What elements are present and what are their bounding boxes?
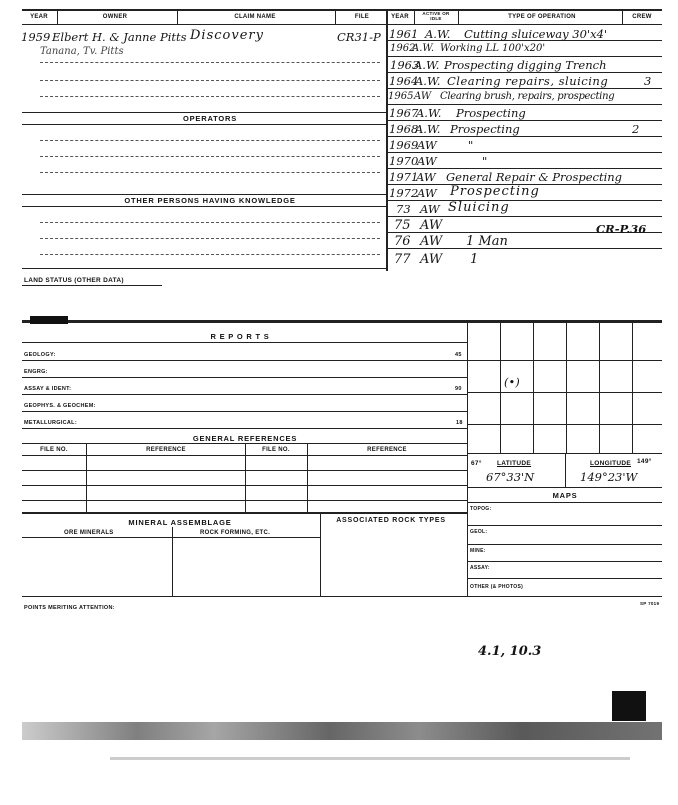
op-status: A.W. — [415, 74, 441, 88]
header-crew: CREW — [632, 14, 652, 20]
mineral-assemblage-title: MINERAL ASSEMBLAGE — [128, 518, 232, 527]
maps-row: MINE: — [470, 548, 486, 554]
report-row-label: GEOPHYS. & GEOCHEM: — [24, 403, 96, 409]
latitude-prefix: 67° — [471, 460, 482, 467]
maps-row: ASSAY: — [470, 565, 490, 571]
header-file: FILE — [354, 14, 370, 20]
claim-name: Discovery — [190, 28, 264, 43]
op-status: AW — [420, 202, 440, 216]
ref-header-file-no: FILE NO. — [40, 447, 68, 453]
report-row-number: 18 — [456, 420, 463, 426]
op-status: AW — [420, 218, 443, 233]
op-type: Prospecting digging Trench — [444, 58, 607, 72]
op-type: Working LL 100'x20' — [440, 43, 546, 54]
op-type: Prospecting — [450, 122, 520, 136]
scan-noise-band-2 — [110, 757, 630, 760]
op-type: Prospecting — [450, 184, 540, 199]
report-row-label: METALLURGICAL: — [24, 420, 77, 426]
other-persons-title: OTHER PERSONS HAVING KNOWLEDGE — [124, 196, 296, 205]
op-status: A.W. — [414, 58, 440, 72]
op-status: A.W. — [415, 122, 441, 136]
maps-row: TOPOG: — [470, 506, 492, 512]
op-type: 1 Man — [466, 234, 508, 249]
ref-header-reference-2: REFERENCE — [367, 447, 407, 453]
op-type: Sluicing — [448, 200, 510, 215]
claim-owner: Elbert H. & Janne Pitts — [52, 30, 187, 44]
op-status: AW — [414, 91, 432, 102]
op-status: A.W. — [416, 106, 442, 120]
op-year: 1969 — [389, 138, 419, 152]
op-status: AW — [417, 138, 437, 152]
maps-row: GEOL: — [470, 529, 488, 535]
op-crew: 2 — [632, 122, 640, 136]
header-year: YEAR — [30, 14, 48, 20]
general-references-title: GENERAL REFERENCES — [192, 434, 298, 443]
op-status: AW — [417, 154, 437, 168]
map-location-mark: (•) — [504, 375, 520, 389]
scan-noise-band — [22, 722, 662, 740]
claim-owner-line-2: Tanana, Tv. Pitts — [40, 46, 124, 57]
rock-forming-label: ROCK FORMING, ETC. — [200, 530, 271, 536]
op-year: 1972 — [389, 186, 419, 200]
points-meriting-attention: POINTS MERITING ATTENTION: — [24, 605, 115, 611]
op-year: 1961 — [389, 27, 419, 41]
margin-note: CR-P.36 — [596, 222, 647, 236]
op-type: General Repair & Prospecting — [446, 170, 623, 184]
latitude-label: LATITUDE — [497, 460, 532, 467]
op-status: AW — [417, 186, 437, 200]
op-status: AW — [420, 252, 443, 267]
op-year: 75 — [394, 218, 411, 233]
op-year: 1962 — [390, 43, 416, 54]
scan-dark-block — [612, 691, 646, 721]
land-status-label: LAND STATUS (OTHER DATA) — [24, 277, 124, 284]
header-active-or-idle: ACTIVE OR IDLE — [422, 11, 450, 21]
op-year: 73 — [396, 202, 411, 216]
op-type: Clearing brush, repairs, prospecting — [440, 91, 615, 102]
op-year: 77 — [394, 252, 411, 267]
form-number: SP 7019 — [640, 601, 660, 606]
header-year-2: YEAR — [391, 14, 409, 20]
report-row-number: 45 — [455, 352, 462, 358]
operators-title: OPERATORS — [182, 114, 237, 123]
op-year: 76 — [394, 234, 411, 249]
op-type: Clearing repairs, sluicing — [447, 74, 609, 88]
op-type: " — [482, 154, 488, 168]
claim-file: CR31-P — [337, 30, 381, 44]
header-type-of-operation: TYPE OF OPERATION — [508, 14, 576, 20]
op-year: 1970 — [389, 154, 419, 168]
op-status: AW — [420, 234, 443, 249]
op-type: Cutting sluiceway 30'x4' — [464, 27, 608, 41]
op-year: 1967 — [389, 106, 419, 120]
op-type: " — [468, 138, 474, 152]
associated-rock-types-label: ASSOCIATED ROCK TYPES — [336, 517, 446, 524]
longitude-label: LONGITUDE — [590, 460, 631, 467]
maps-row: OTHER (& PHOTOS) — [470, 584, 524, 590]
longitude-prefix: 149° — [637, 458, 652, 465]
op-status: AW — [416, 170, 436, 184]
op-status: A.W. — [425, 27, 451, 41]
ref-header-file-no-2: FILE NO. — [262, 447, 290, 453]
op-year: 1968 — [389, 122, 419, 136]
op-year: 1964 — [389, 74, 419, 88]
report-row-number: 90 — [455, 386, 462, 392]
op-type: 1 — [470, 252, 479, 267]
op-year: 1963 — [390, 58, 420, 72]
reports-title: R E P O R T S — [210, 332, 270, 341]
separator-smudge — [30, 316, 68, 324]
op-type: Prospecting — [456, 106, 526, 120]
ref-header-reference: REFERENCE — [146, 447, 186, 453]
op-status: A.W. — [412, 43, 435, 54]
header-owner: OWNER — [102, 14, 128, 20]
longitude-value: 149°23'W — [580, 470, 638, 484]
op-year: 1971 — [389, 170, 419, 184]
claim-year: 1959 — [21, 30, 51, 44]
header-claim-name: CLAIM NAME — [234, 14, 276, 20]
bottom-note: 4.1, 10.3 — [478, 644, 542, 659]
maps-title: MAPS — [552, 491, 578, 500]
op-crew: 3 — [644, 74, 652, 88]
op-year: 1965 — [388, 91, 414, 102]
report-row-label: ENGRG: — [24, 369, 48, 375]
ore-minerals-label: ORE MINERALS — [64, 530, 114, 536]
latitude-value: 67°33'N — [486, 470, 535, 484]
report-row-label: ASSAY & IDENT: — [24, 386, 72, 392]
report-row-label: GEOLOGY: — [24, 352, 56, 358]
